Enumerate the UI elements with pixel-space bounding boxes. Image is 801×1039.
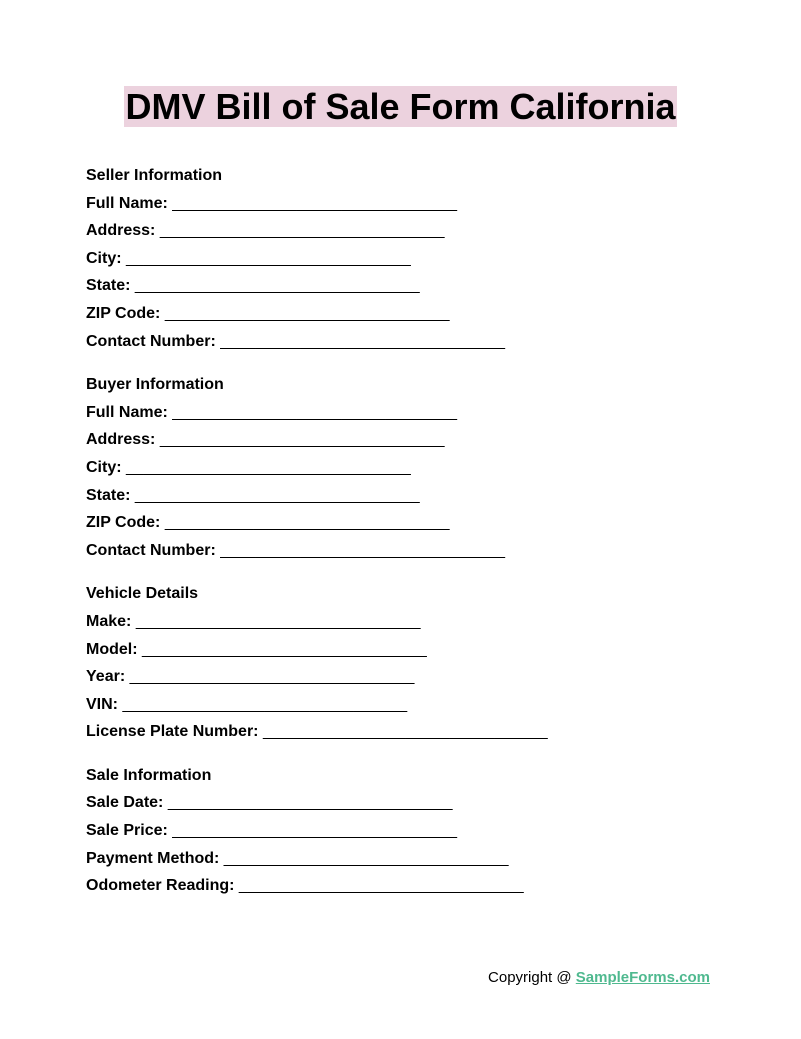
field-blank-line[interactable]: ________________________________: [223, 849, 509, 867]
form-field: [86, 691, 726, 719]
form-field: [86, 482, 726, 510]
section-heading: Vehicle Details: [86, 585, 199, 603]
page-title: DMV Bill of Sale Form California: [125, 86, 676, 127]
field-label: State:: [86, 277, 131, 295]
field-label: Address:: [86, 222, 156, 240]
form-field: [86, 509, 726, 537]
field-blank-line[interactable]: ________________________________: [220, 332, 505, 350]
field-blank-line[interactable]: ________________________________: [172, 822, 458, 840]
field-label: Full Name:: [86, 194, 168, 212]
field-blank-line[interactable]: ________________________________: [167, 794, 453, 812]
copyright-footer: [488, 967, 710, 989]
form-field: [86, 426, 726, 454]
field-label: Odometer Reading:: [86, 877, 235, 895]
field-blank-line[interactable]: ________________________________: [159, 222, 445, 240]
field-blank-line[interactable]: ________________________________: [238, 877, 524, 895]
field-label: Contact Number:: [86, 332, 216, 350]
field-blank-line[interactable]: ________________________________: [172, 194, 457, 212]
field-label: ZIP Code:: [86, 514, 161, 532]
form-section: [86, 580, 726, 746]
section-heading: Sale Information: [86, 766, 212, 784]
section-heading: Buyer Information: [86, 376, 224, 394]
field-blank-line[interactable]: ________________________________: [126, 249, 411, 267]
form-field: [86, 399, 726, 427]
field-blank-line[interactable]: ________________________________: [134, 486, 420, 504]
form-field: [86, 789, 726, 817]
form-section: [86, 762, 726, 900]
form-field: [86, 636, 726, 664]
form-field: [86, 872, 726, 900]
form-section: [86, 371, 726, 564]
field-label: VIN:: [86, 695, 118, 713]
form-field: [86, 537, 726, 565]
title-wrap: [0, 86, 801, 127]
form-field: [86, 845, 726, 873]
field-blank-line[interactable]: ________________________________: [164, 514, 450, 532]
field-label: Contact Number:: [86, 541, 216, 559]
field-label: State:: [86, 486, 131, 504]
field-blank-line[interactable]: ________________________________: [135, 612, 421, 630]
form-field: [86, 272, 726, 300]
field-label: License Plate Number:: [86, 723, 259, 741]
field-blank-line[interactable]: ________________________________: [172, 403, 457, 421]
field-label: Address:: [86, 431, 156, 449]
field-label: Payment Method:: [86, 849, 220, 867]
field-label: ZIP Code:: [86, 304, 161, 322]
field-blank-line[interactable]: ________________________________: [122, 695, 408, 713]
field-label: Year:: [86, 668, 126, 686]
field-blank-line[interactable]: ________________________________: [262, 723, 548, 741]
field-label: Make:: [86, 612, 132, 630]
copyright-text: Copyright @: [488, 969, 576, 986]
form-field: [86, 190, 726, 218]
form-section: [86, 162, 726, 355]
field-blank-line[interactable]: ________________________________: [134, 277, 420, 295]
field-blank-line[interactable]: ________________________________: [220, 541, 505, 559]
form-field: [86, 245, 726, 273]
form-content: [86, 162, 726, 916]
section-heading: Seller Information: [86, 167, 223, 184]
form-field: [86, 300, 726, 328]
field-blank-line[interactable]: ________________________________: [159, 431, 445, 449]
field-label: City:: [86, 249, 122, 267]
field-label: Sale Date:: [86, 794, 164, 812]
form-field: [86, 328, 726, 356]
field-blank-line[interactable]: ________________________________: [126, 458, 411, 476]
form-field: [86, 217, 726, 245]
field-label: City:: [86, 458, 122, 476]
form-field: [86, 663, 726, 691]
form-field: [86, 454, 726, 482]
field-label: Model:: [86, 640, 138, 658]
field-label: Sale Price:: [86, 822, 168, 840]
form-field: [86, 608, 726, 636]
form-field: [86, 718, 726, 746]
sampleforms-link[interactable]: SampleForms.com: [575, 969, 710, 986]
form-field: [86, 817, 726, 845]
field-blank-line[interactable]: ________________________________: [142, 640, 427, 658]
field-blank-line[interactable]: ________________________________: [164, 304, 450, 322]
field-blank-line[interactable]: ________________________________: [129, 668, 415, 686]
field-label: Full Name:: [86, 403, 168, 421]
